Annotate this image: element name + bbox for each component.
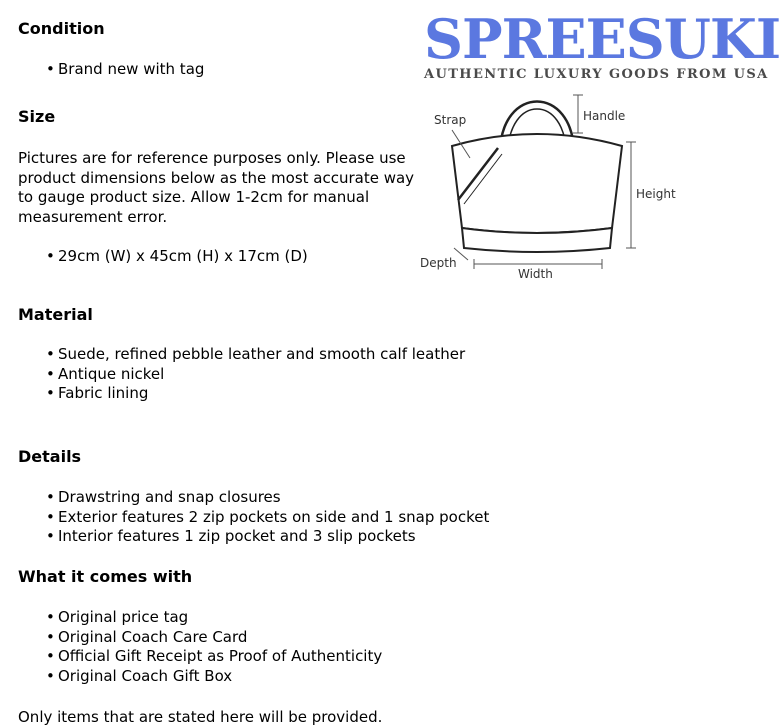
bag-dimension-diagram	[412, 88, 712, 288]
logo-name: SPREESUKI	[424, 7, 780, 71]
details-heading: Details	[18, 447, 82, 466]
logo-tagline: AUTHENTIC LUXURY GOODS FROM USA	[424, 67, 769, 82]
comes-with-list	[46, 608, 382, 686]
condition-heading: Condition	[18, 19, 105, 38]
list-item: • Drawstring and snap closures	[46, 488, 489, 508]
list-item: • Antique nickel	[46, 365, 465, 385]
depth-label: Depth	[420, 256, 457, 270]
strap-label: Strap	[434, 113, 467, 127]
width-label: Width	[518, 267, 553, 281]
list-item: • 29cm (W) x 45cm (H) x 17cm (D)	[46, 247, 308, 267]
material-list	[46, 345, 465, 404]
handle-label: Handle	[583, 109, 626, 123]
size-list	[46, 247, 308, 267]
material-heading: Material	[18, 305, 93, 324]
size-note: Pictures are for reference purposes only. Please use product dimensions below as the most accurate way to gauge product size. Allow 1-2cm for manual measurement error.	[18, 149, 415, 226]
list-item: • Exterior features 2 zip pockets on side and 1 snap pocket	[46, 508, 489, 528]
list-item: • Brand new with tag	[46, 60, 204, 80]
list-item: • Original price tag	[46, 608, 382, 628]
details-list	[46, 488, 489, 547]
list-item: • Suede, refined pebble leather and smooth calf leather	[46, 345, 465, 365]
bag-body	[452, 134, 622, 233]
list-item: • Interior features 1 zip pocket and 3 slip pockets	[46, 527, 489, 547]
list-item: • Original Coach Care Card	[46, 628, 382, 648]
footer-note: Only items that are stated here will be provided.	[18, 708, 383, 726]
height-label: Height	[636, 187, 676, 201]
condition-list	[46, 60, 204, 80]
size-heading: Size	[18, 107, 56, 126]
list-item: • Fabric lining	[46, 384, 465, 404]
spreesuki-logo	[424, 7, 780, 82]
list-item: • Original Coach Gift Box	[46, 667, 382, 687]
list-item: • Official Gift Receipt as Proof of Authenticity	[46, 647, 382, 667]
comes-with-heading: What it comes with	[18, 567, 193, 586]
